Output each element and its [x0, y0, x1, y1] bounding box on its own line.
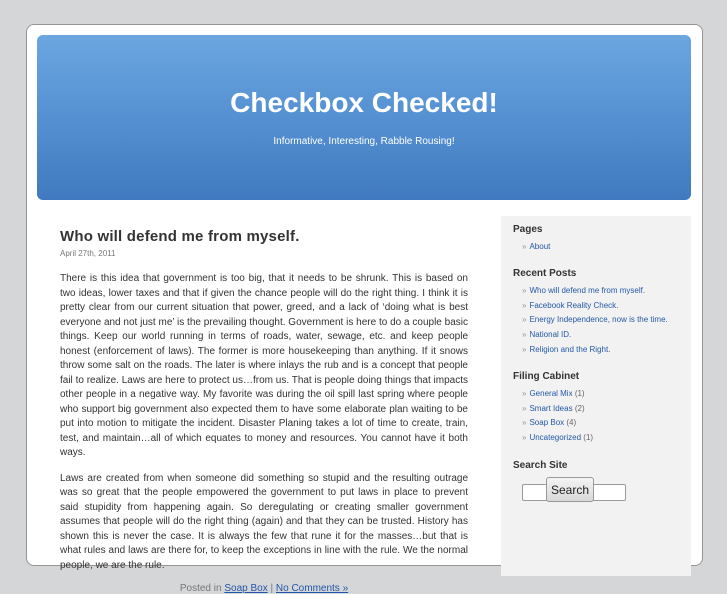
list-item: [522, 328, 668, 343]
recent-post-link[interactable]: Facebook Reality Check.: [529, 300, 619, 310]
category-count: (4): [566, 418, 577, 428]
blog-title[interactable]: Checkbox Checked!: [230, 87, 498, 118]
post-category-link[interactable]: Soap Box: [224, 583, 268, 594]
list-item: [522, 284, 668, 299]
category-count: (2): [574, 403, 585, 413]
recent-post-link[interactable]: Energy Independence, now is the time.: [529, 315, 668, 325]
list-item: [522, 299, 668, 314]
list-item: [522, 402, 593, 417]
category-link[interactable]: General Mix: [529, 389, 573, 398]
bullet-icon: »: [522, 344, 527, 354]
post-meta: [60, 583, 468, 594]
list-item: [522, 343, 668, 358]
blog-description: Informative, Interesting, Rabble Rousing!: [273, 136, 455, 147]
post-paragraph: There is this idea that government is too big, that it needs to be shrunk. This is based on two ideas, lower taxes and that if given the chance people will do the right thing. I think it is pretty clear from our current situation that power, greed, and a lack of ‘doing what is best everyone and not just me’ is the prevailing thought. Government is here to do a couple basic things. Keep our world running in terms of roads, water, sewage, etc. and keep people honest (enforcement of laws). The former is more housekeeping than anything. If it snows throw some salt on the roads. The later is where inlays the rub and is a concept that people fail to realize. Laws are here to protect us…from us. That is people doing things that impacts other people in a negative way. My favorite was during the oil spill last spring where people who support big government also expected them to have some elaborate plan waiting to be put into motion to mitigate the incident. Disaster Planing takes a lot of time to create, train, test, and maintain…all of which equates to money and resources. You cannot have it both ways.: [60, 273, 468, 458]
post-paragraph: Laws are created from when someone did something so stupid and the resulting outrage was so great that the people empowered the government to put laws in place to prevent said stupidity from happening again. So deregulating or creating smaller government assumes that people will do the right thing (again) and that they can be trusted. History has shown this is never the case. It is always the few that rune it for the masses…but that is what rules and laws are there for, to keep the exceptions in line with the rule. We the normal people, we are the rule.: [60, 472, 468, 571]
search-button[interactable]: Search: [546, 477, 594, 502]
sidebar-heading-search: Search Site: [513, 460, 568, 471]
bullet-icon: »: [522, 286, 527, 295]
recent-post-link[interactable]: National ID.: [529, 330, 572, 340]
recent-post-link[interactable]: Who will defend me from myself.: [529, 286, 646, 295]
categories-list: [522, 387, 593, 446]
bullet-icon: »: [522, 330, 527, 340]
bullet-icon: »: [522, 403, 527, 413]
posted-in-label: Posted in: [179, 583, 222, 594]
bullet-icon: »: [522, 418, 527, 428]
recent-posts-list: [522, 284, 668, 357]
page-link-about[interactable]: About: [529, 242, 551, 251]
bullet-icon: »: [522, 389, 527, 398]
blog-header: [37, 35, 691, 200]
post: [60, 228, 468, 594]
category-count: (1): [583, 433, 594, 443]
list-item: [522, 313, 668, 328]
comments-link[interactable]: No Comments »: [275, 583, 349, 594]
bullet-icon: »: [522, 242, 527, 251]
category-link[interactable]: Soap Box: [529, 418, 565, 428]
sidebar-heading-recent-posts: Recent Posts: [513, 268, 577, 279]
post-date: April 27th, 2011: [60, 249, 116, 258]
category-link[interactable]: Smart Ideas: [529, 403, 573, 413]
bullet-icon: »: [522, 433, 527, 443]
category-link[interactable]: Uncategorized: [529, 433, 582, 443]
bullet-icon: »: [522, 300, 527, 310]
list-item: [522, 387, 593, 402]
list-item: [522, 416, 593, 431]
bullet-icon: »: [522, 315, 527, 325]
pages-list: [522, 240, 550, 255]
sidebar: [501, 216, 691, 576]
post-title[interactable]: Who will defend me from myself.: [60, 228, 300, 245]
recent-post-link[interactable]: Religion and the Right.: [529, 344, 611, 354]
meta-separator: |: [270, 583, 274, 594]
sidebar-heading-filing-cabinet: Filing Cabinet: [513, 371, 580, 382]
list-item: [522, 240, 550, 255]
category-count: (1): [574, 389, 585, 398]
list-item: [522, 431, 593, 446]
sidebar-heading-pages: Pages: [513, 224, 543, 235]
page-container: [26, 24, 703, 594]
